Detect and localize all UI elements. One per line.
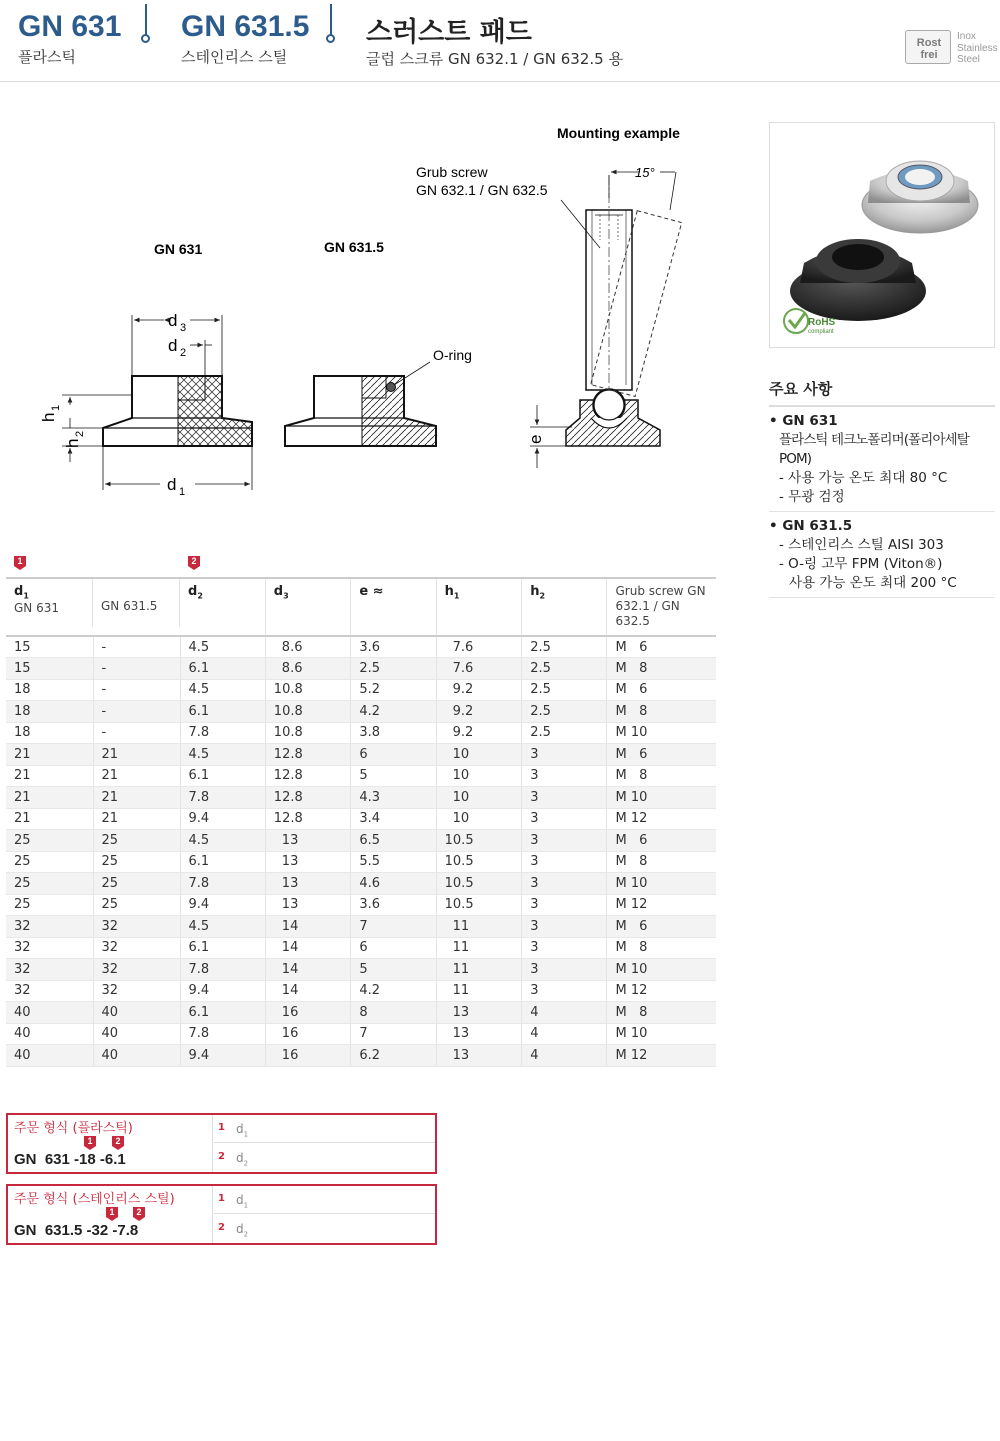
header-grub-screw (607, 578, 716, 636)
d3-subscript: 3 (180, 322, 187, 334)
table-cell: 3 (522, 980, 607, 1002)
table-cell: 9.4 (180, 894, 265, 916)
table-cell: 40 (93, 1002, 180, 1024)
table-cell: 5 (351, 959, 436, 981)
legend-sub: 2 (243, 1159, 249, 1168)
table-row (6, 894, 716, 916)
table-cell: 12.8 (265, 744, 351, 766)
table-cell: M 12 (607, 894, 716, 916)
header-d1-sub: 1 (23, 591, 29, 601)
d2-subscript: 2 (180, 347, 187, 359)
table-cell: 32 (93, 980, 180, 1002)
product-photo-illustration (770, 123, 996, 349)
table-cell: 40 (93, 1023, 180, 1045)
table-row (6, 873, 716, 895)
table-cell: 13 (436, 1002, 522, 1024)
e-label: e (526, 434, 545, 444)
table-cell: 4.5 (180, 679, 265, 701)
table-cell: 10.5 (436, 830, 522, 852)
table-cell: M 6 (607, 916, 716, 938)
table-cell: 25 (93, 851, 180, 873)
table-cell: 10 (436, 787, 522, 809)
table-cell: 15 (6, 658, 93, 680)
table-cell: 2.5 (522, 679, 607, 701)
header-d1-symbol: d (14, 584, 24, 599)
header-h1-sub: 1 (453, 591, 460, 601)
table-cell: 2.5 (522, 658, 607, 680)
marker-2-label: 2 (115, 1136, 121, 1146)
table-row (6, 701, 716, 723)
feature-material: - 스테인리스 스틸 AISI 303 (779, 537, 944, 553)
header-divider (330, 4, 332, 36)
table-cell: 7.8 (180, 722, 265, 744)
order-title: 주문 형식 (스테인리스 스틸) (14, 1192, 175, 1207)
table-row (6, 658, 716, 680)
product-code-gn631: GN 631 (18, 10, 122, 43)
table-cell: 4.5 (180, 916, 265, 938)
marker-1-label: 1 (109, 1207, 115, 1217)
legend-value (236, 1151, 248, 1167)
table-cell: 10 (436, 744, 522, 766)
table-cell: 3 (522, 744, 607, 766)
rostfrei-badge (905, 30, 951, 64)
table-cell: 40 (93, 1045, 180, 1067)
table-row (6, 830, 716, 852)
header-h2-sub: 2 (539, 591, 546, 601)
inox-line: Stainless (957, 42, 998, 54)
table-cell: - (93, 701, 180, 723)
table-row (6, 679, 716, 701)
table-cell: 3 (522, 851, 607, 873)
legend-value (236, 1193, 248, 1209)
table-cell: 14 (265, 959, 351, 981)
table-cell: 12.8 (265, 787, 351, 809)
order-example-plastic (6, 1113, 437, 1174)
table-cell: - (93, 722, 180, 744)
h1-label: h (39, 412, 58, 422)
legend-symbol: d (236, 1193, 244, 1207)
feature-title-text: GN 631.5 (782, 518, 853, 534)
table-cell: 3.4 (351, 808, 436, 830)
header-divider-dot (326, 34, 335, 43)
table-cell: M 8 (607, 701, 716, 723)
table-cell: 7.8 (180, 959, 265, 981)
table-cell: 18 (6, 722, 93, 744)
table-row (6, 722, 716, 744)
legend-number: 2 (218, 1151, 225, 1162)
table-cell: 5 (351, 765, 436, 787)
d2-label: d (168, 336, 178, 355)
table-cell: 25 (93, 830, 180, 852)
table-cell: 9.2 (436, 679, 522, 701)
grub-screw-spec-label: GN 632.1 / GN 632.5 (416, 182, 548, 198)
table-cell: M 10 (607, 873, 716, 895)
table-cell: 25 (93, 894, 180, 916)
h2-label: h (63, 438, 82, 448)
table-row (6, 980, 716, 1002)
marker-1-label: 1 (87, 1136, 93, 1146)
table-cell: 16 (265, 1023, 351, 1045)
table-cell: 9.4 (180, 1045, 265, 1067)
table-cell: 6.1 (180, 658, 265, 680)
table-cell: 6.1 (180, 937, 265, 959)
table-cell: 3 (522, 894, 607, 916)
header-h2 (522, 578, 607, 636)
table-cell: 9.4 (180, 980, 265, 1002)
table-cell: 11 (436, 980, 522, 1002)
table-row (6, 765, 716, 787)
header-grub-text: Grub screw GN 632.1 / GN 632.5 (615, 584, 706, 628)
table-row (6, 636, 716, 658)
table-cell: 7.6 (436, 658, 522, 680)
table-cell: 3 (522, 830, 607, 852)
d1-label: d (167, 475, 177, 494)
table-row (6, 937, 716, 959)
table-cell: 3 (522, 808, 607, 830)
table-cell: 13 (265, 830, 351, 852)
table-cell: 2.5 (522, 722, 607, 744)
table-cell: 6.1 (180, 765, 265, 787)
table-cell: 3.6 (351, 894, 436, 916)
marker-2-label: 2 (136, 1207, 142, 1217)
order-title: 주문 형식 (플라스틱) (14, 1121, 133, 1136)
table-cell: 3.6 (351, 636, 436, 658)
table-cell: 6.2 (351, 1045, 436, 1067)
table-cell: M 12 (607, 808, 716, 830)
table-row (6, 1002, 716, 1024)
feature-detail: - 무광 검정 (779, 489, 845, 505)
table-cell: 14 (265, 980, 351, 1002)
product-code-gn6315: GN 631.5 (181, 10, 310, 43)
table-cell: 8 (351, 1002, 436, 1024)
table-cell: M 6 (607, 636, 716, 658)
header-gn6315: GN 631.5 (101, 599, 158, 613)
technical-drawing (0, 100, 740, 520)
table-cell: - (93, 679, 180, 701)
table-cell: 21 (6, 808, 93, 830)
page-header (0, 0, 1000, 82)
table-cell: 21 (6, 744, 93, 766)
table-cell: 32 (6, 937, 93, 959)
inox-line: Steel (957, 54, 980, 65)
table-cell: 10.5 (436, 894, 522, 916)
table-cell: 25 (6, 873, 93, 895)
table-cell: 6.5 (351, 830, 436, 852)
header-h2-symbol: h (530, 584, 540, 599)
table-cell: 21 (93, 787, 180, 809)
table-cell: M 10 (607, 959, 716, 981)
order-example-left (8, 1186, 213, 1243)
badge-top-text: Rost (916, 37, 942, 49)
table-cell: 4.3 (351, 787, 436, 809)
table-cell: 3 (522, 873, 607, 895)
header-d2-sub: 2 (197, 591, 203, 601)
table-cell: M 12 (607, 980, 716, 1002)
table-cell: M 10 (607, 1023, 716, 1045)
order-legend-row-1 (214, 1115, 435, 1143)
table-cell: 3 (522, 937, 607, 959)
table-cell: - (93, 658, 180, 680)
table-cell: 14 (265, 916, 351, 938)
legend-value (236, 1122, 248, 1138)
product-photo (769, 122, 995, 348)
table-cell: 5.2 (351, 679, 436, 701)
table-cell: 25 (6, 830, 93, 852)
order-legend-row-2 (214, 1144, 435, 1172)
inox-line: Inox (957, 31, 976, 42)
table-cell: 21 (6, 787, 93, 809)
table-cell: 6 (351, 744, 436, 766)
table-cell: 6.1 (180, 701, 265, 723)
feature-title: • GN 631.5 (769, 518, 853, 534)
legend-symbol: d (236, 1222, 244, 1236)
legend-value (236, 1222, 248, 1238)
table-cell: 25 (93, 873, 180, 895)
table-cell: 4 (522, 1045, 607, 1067)
table-cell: 13 (265, 894, 351, 916)
table-cell: M 8 (607, 851, 716, 873)
feature-detail: - O-링 고무 FPM (Viton®) (779, 556, 943, 572)
table-cell: 40 (6, 1023, 93, 1045)
table-cell: M 8 (607, 658, 716, 680)
table-cell: 32 (6, 980, 93, 1002)
table-cell: 4.2 (351, 980, 436, 1002)
table-row (6, 1023, 716, 1045)
table-cell: 10.8 (265, 701, 351, 723)
feature-item-gn6315 (769, 512, 995, 598)
table-cell: 7.8 (180, 787, 265, 809)
table-cell: 4.5 (180, 636, 265, 658)
legend-symbol: d (236, 1151, 244, 1165)
legend-number: 2 (218, 1222, 225, 1233)
table-cell: 13 (265, 873, 351, 895)
header-d2 (180, 578, 265, 636)
table-cell: 2.5 (522, 636, 607, 658)
table-cell: 7 (351, 916, 436, 938)
table-cell: 7.6 (436, 636, 522, 658)
table-row (6, 1045, 716, 1067)
table-cell: 21 (93, 744, 180, 766)
table-cell: 14 (265, 937, 351, 959)
table-cell: 10.5 (436, 873, 522, 895)
header-divider (145, 4, 147, 36)
badge-bottom-text: frei (920, 49, 938, 61)
table-cell: 4.5 (180, 744, 265, 766)
gn6315-section-drawing (285, 347, 472, 446)
table-row (6, 787, 716, 809)
table-cell: 9.4 (180, 808, 265, 830)
gn631-drawing-label: GN 631 (154, 241, 203, 257)
table-cell: 3 (522, 765, 607, 787)
mounting-example-label: Mounting example (557, 125, 680, 141)
table-cell: 2.5 (351, 658, 436, 680)
table-cell: 10.8 (265, 722, 351, 744)
table-cell: 5.5 (351, 851, 436, 873)
feature-item-gn631 (769, 407, 995, 512)
table-cell: 32 (93, 916, 180, 938)
table-row (6, 959, 716, 981)
table-cell: 4.6 (351, 873, 436, 895)
table-cell: 11 (436, 937, 522, 959)
header-h1-symbol: h (444, 584, 454, 599)
table-cell: 4 (522, 1023, 607, 1045)
table-cell: 40 (6, 1045, 93, 1067)
table-cell: 7.8 (180, 873, 265, 895)
table-cell: 16 (265, 1045, 351, 1067)
table-cell: 6.1 (180, 851, 265, 873)
table-cell: 10.8 (265, 679, 351, 701)
table-cell: M 6 (607, 679, 716, 701)
table-cell: 3.8 (351, 722, 436, 744)
product-material-stainless: 스테인리스 스틸 (181, 48, 288, 66)
table-cell: 32 (6, 959, 93, 981)
table-cell: M 10 (607, 722, 716, 744)
table-body (6, 636, 716, 1066)
table-cell: M 8 (607, 937, 716, 959)
features-heading: 주요 사항 (769, 378, 995, 407)
h1-subscript: 1 (50, 404, 62, 411)
legend-symbol: d (236, 1122, 244, 1136)
feature-title-text: GN 631 (782, 413, 838, 429)
table-cell: 12.8 (265, 808, 351, 830)
table-cell: 18 (6, 679, 93, 701)
table-cell: 16 (265, 1002, 351, 1024)
table-cell: M 10 (607, 787, 716, 809)
table-row (6, 808, 716, 830)
table-cell: 12.8 (265, 765, 351, 787)
table-cell: 21 (93, 808, 180, 830)
table-cell: 25 (6, 894, 93, 916)
gn6315-drawing-label: GN 631.5 (324, 239, 384, 255)
header-e-symbol: e ≈ (359, 584, 384, 599)
table-cell: 10 (436, 765, 522, 787)
spec-table (6, 577, 716, 1067)
table-cell: M 8 (607, 765, 716, 787)
table-row (6, 851, 716, 873)
table-cell: 10 (436, 808, 522, 830)
header-gn631: GN 631 (14, 600, 59, 615)
table-cell: 3 (522, 916, 607, 938)
marker-2-label: 2 (191, 556, 197, 566)
table-cell: 10.5 (436, 851, 522, 873)
gn631-section-drawing (39, 311, 252, 498)
d1-subscript: 1 (179, 486, 186, 498)
table-row (6, 916, 716, 938)
table-cell: 18 (6, 701, 93, 723)
header-h1 (436, 578, 522, 636)
table-cell: 7.8 (180, 1023, 265, 1045)
order-code: GN 631.5 -32 -7.8 (14, 1222, 139, 1239)
header-d1 (6, 578, 180, 636)
d3-label: d (168, 311, 178, 330)
table-cell: 25 (6, 851, 93, 873)
table-cell: 32 (93, 959, 180, 981)
oring-label: O-ring (433, 347, 472, 363)
table-cell: 6 (351, 937, 436, 959)
header-d3-sub: 3 (283, 591, 289, 601)
table-cell: M 8 (607, 1002, 716, 1024)
order-example-left (8, 1115, 213, 1172)
header-d3 (265, 578, 351, 636)
page-title: 스러스트 패드 (366, 17, 532, 48)
table-cell: 3 (522, 787, 607, 809)
rohs-compliant-label: compliant (808, 329, 834, 335)
table-cell: 8.6 (265, 658, 351, 680)
table-cell: 2.5 (522, 701, 607, 723)
inox-label (957, 31, 998, 66)
table-cell: 40 (6, 1002, 93, 1024)
legend-number: 1 (218, 1193, 225, 1204)
key-features (769, 378, 995, 598)
legend-sub: 2 (243, 1230, 249, 1239)
table-cell: 13 (436, 1045, 522, 1067)
table-cell: 13 (436, 1023, 522, 1045)
page-subtitle: 글럽 스크류 GN 632.1 / GN 632.5 용 (366, 50, 623, 68)
header-e (351, 578, 436, 636)
table-cell: M 6 (607, 830, 716, 852)
table-cell: 3 (522, 959, 607, 981)
table-cell: 6.1 (180, 1002, 265, 1024)
table-cell: 32 (6, 916, 93, 938)
table-cell: M 12 (607, 1045, 716, 1067)
order-example-stainless (6, 1184, 437, 1245)
marker-1-label: 1 (17, 556, 23, 566)
table-cell: 9.2 (436, 701, 522, 723)
table-cell: - (93, 636, 180, 658)
table-cell: 21 (6, 765, 93, 787)
rohs-label: RoHS (808, 317, 836, 328)
mounting-example-drawing (526, 165, 682, 468)
order-legend-row-1 (214, 1186, 435, 1214)
legend-sub: 1 (243, 1201, 249, 1210)
legend-sub: 1 (243, 1130, 249, 1139)
table-cell: 8.6 (265, 636, 351, 658)
feature-title: • GN 631 (769, 413, 838, 429)
header-d2-symbol: d (188, 584, 198, 599)
legend-number: 1 (218, 1122, 225, 1133)
header-d3-symbol: d (273, 584, 284, 599)
order-code: GN 631 -18 -6.1 (14, 1151, 126, 1168)
table-cell: 9.2 (436, 722, 522, 744)
feature-material: 플라스틱 테크노폴리머(폴리아세탈 POM) (779, 432, 969, 467)
feature-detail: - 사용 가능 온도 최대 80 °C (779, 470, 948, 486)
table-cell: M 6 (607, 744, 716, 766)
table-header-row (6, 578, 716, 636)
table-cell: 4.5 (180, 830, 265, 852)
product-material-plastic: 플라스틱 (18, 48, 76, 66)
table-cell: 11 (436, 916, 522, 938)
table-cell: 7 (351, 1023, 436, 1045)
feature-detail: 사용 가능 온도 최대 200 °C (789, 575, 957, 591)
table-cell: 15 (6, 636, 93, 658)
angle-label: 15° (635, 165, 655, 180)
order-legend-row-2 (214, 1215, 435, 1243)
table-cell: 21 (93, 765, 180, 787)
grub-screw-label: Grub screw (416, 164, 488, 180)
table-cell: 4.2 (351, 701, 436, 723)
table-cell: 4 (522, 1002, 607, 1024)
h2-subscript: 2 (74, 430, 86, 437)
header-divider-dot (141, 34, 150, 43)
table-row (6, 744, 716, 766)
table-cell: 32 (93, 937, 180, 959)
table-cell: 11 (436, 959, 522, 981)
table-cell: 13 (265, 851, 351, 873)
